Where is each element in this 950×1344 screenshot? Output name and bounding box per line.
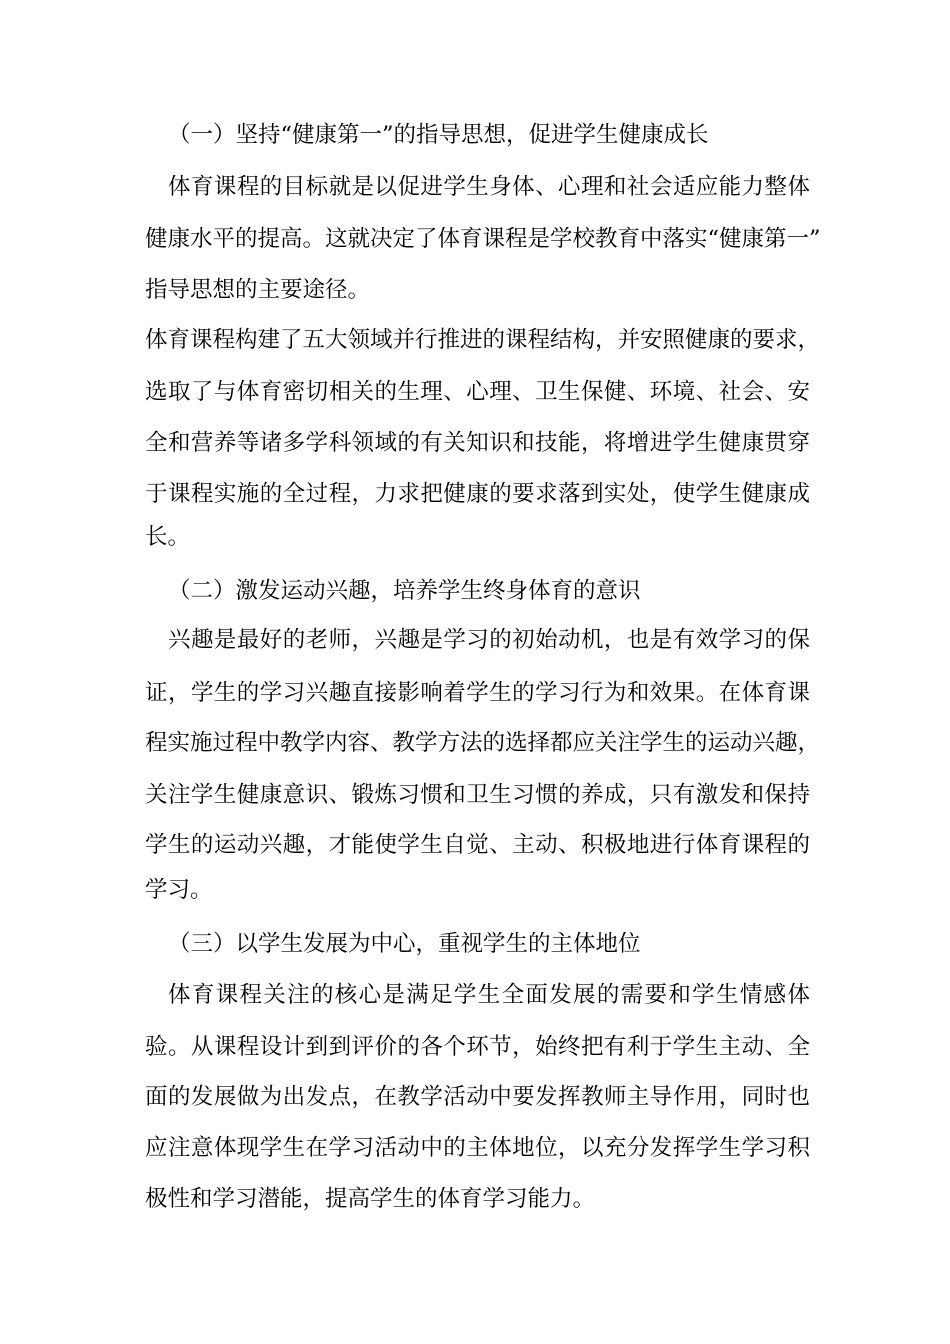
section-heading-2: （二）激发运动兴趣，培养学生终身体育的意识 (168, 578, 641, 604)
paragraph-line: 证，学生的学习兴趣直接影响着学生的学习行为和效果。在体育课 (145, 680, 810, 706)
paragraph-line: 面的发展做为出发点，在教学活动中要发挥教师主导作用，同时也 (145, 1084, 810, 1110)
paragraph-line: 体育课程构建了五大领域并行推进的课程结构，并安照健康的要求， (145, 327, 821, 353)
paragraph-line: 关注学生健康意识、锻炼习惯和卫生习惯的养成，只有激发和保持 (145, 782, 810, 808)
paragraph-line: 健康水平的提高。这就决定了体育课程是学校教育中落实“健康第一” (145, 226, 821, 252)
section-heading-3: （三）以学生发展为中心，重视学生的主体地位 (168, 931, 641, 957)
paragraph-line: 应注意体现学生在学习活动中的主体地位，以充分发挥学生学习积 (145, 1135, 810, 1161)
paragraph-line: 极性和学习潜能，提高学生的体育学习能力。 (145, 1186, 596, 1212)
paragraph-line: 兴趣是最好的老师，兴趣是学习的初始动机，也是有效学习的保 (168, 627, 810, 653)
paragraph-line: 学习。 (145, 877, 213, 903)
paragraph-line: 长。 (145, 524, 191, 550)
paragraph-line: 体育课程关注的核心是满足学生全面发展的需要和学生情感体 (168, 982, 810, 1008)
paragraph-line: 于课程实施的全过程，力求把健康的要求落到实处，使学生健康成 (145, 481, 810, 507)
paragraph-line: 选取了与体育密切相关的生理、心理、卫生保健、环境、社会、安 (145, 379, 810, 405)
paragraph-line: 指导思想的主要途径。 (145, 277, 371, 303)
paragraph-line: 学生的运动兴趣，才能使学生自觉、主动、积极地进行体育课程的 (145, 832, 810, 858)
paragraph-line: 体育课程的目标就是以促进学生身体、心理和社会适应能力整体 (168, 174, 810, 200)
paragraph-line: 全和营养等诸多学科领域的有关知识和技能，将增进学生健康贯穿 (145, 430, 810, 456)
section-heading-1: （一）坚持“健康第一”的指导思想，促进学生健康成长 (168, 122, 709, 148)
paragraph-line: 程实施过程中教学内容、教学方法的选择都应关注学生的运动兴趣， (145, 730, 821, 756)
paragraph-line: 验。从课程设计到到评价的各个环节，始终把有利于学生主动、全 (145, 1034, 810, 1060)
